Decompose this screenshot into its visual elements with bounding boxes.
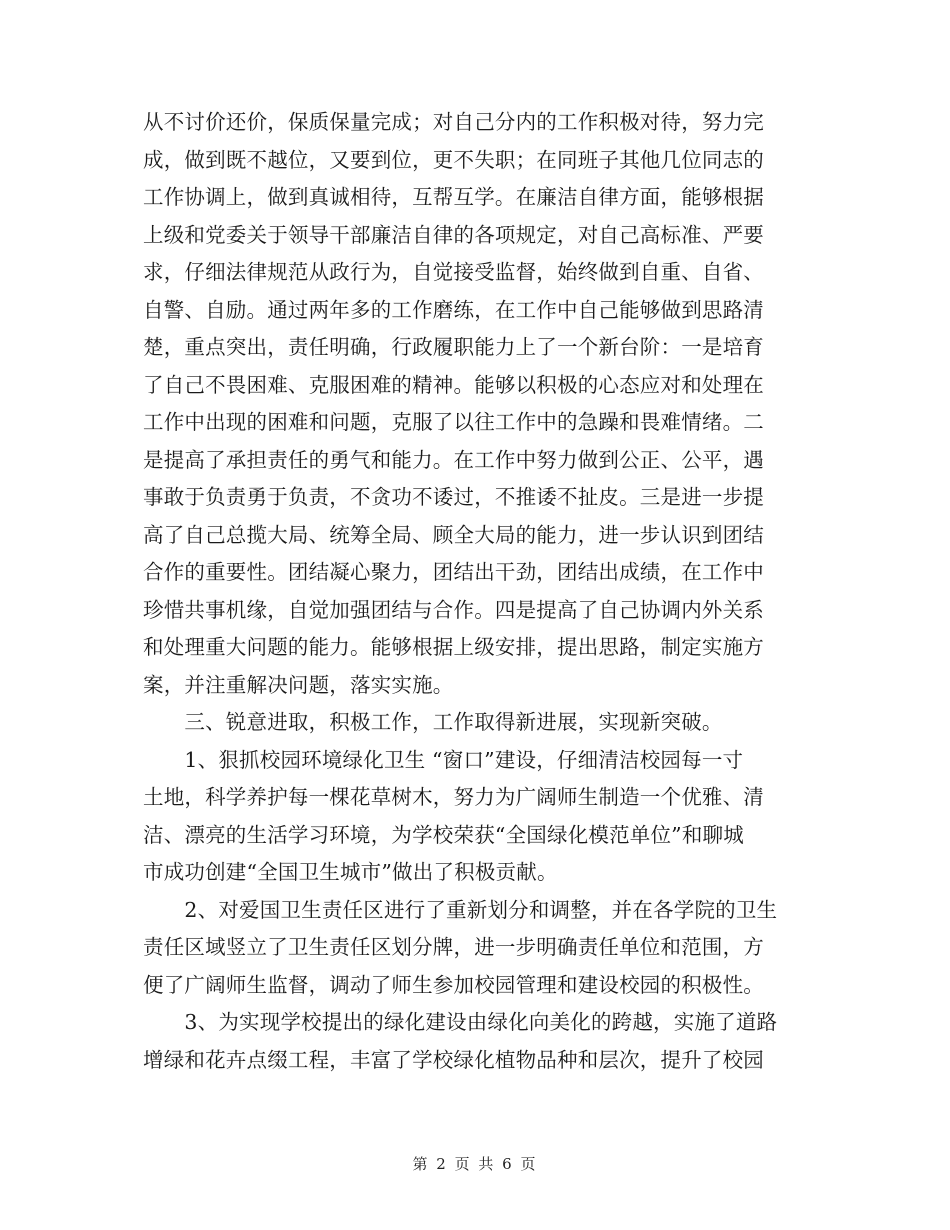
text-line: 便了广阔师生监督，调动了师生参加校园管理和建设校园的积极性。 — [143, 972, 764, 997]
text-line: 案，并注重解决问题，落实实施。 — [143, 672, 454, 697]
text-line: 上级和党委关于领导干部廉洁自律的各项规定，对自己高标准、严要 — [143, 222, 764, 247]
section-heading: 三、锐意进取，积极工作，工作取得新进展，实现新突破。 — [143, 710, 723, 734]
document-body — [143, 104, 813, 1079]
text-line: 事敢于负责勇于负责，不贪功不诿过，不推诿不扯皮。三是进一步提 — [143, 485, 764, 509]
text-line: 高了自己总揽大局、统筹全局、顾全大局的能力，进一步认识到团结 — [143, 522, 764, 547]
text-line: 工作协调上，做到真诚相待，互帮互学。在廉洁自律方面，能够根据 — [143, 185, 764, 209]
text-line: 责任区域竖立了卫生责任区划分牌，进一步明确责任单位和范围，方 — [143, 935, 764, 959]
text-line: 了自己不畏困难、克服困难的精神。能够以积极的心态应对和处理在 — [143, 372, 764, 397]
text-line: 洁、漂亮的生活学习环境，为学校荣获“全国绿化模范单位”和聊城 — [143, 822, 744, 847]
text-line: 成，做到既不越位，又要到位，更不失职；在同班子其他几位同志的 — [143, 147, 764, 172]
text-line: 合作的重要性。团结凝心聚力，团结出干劲，团结出成绩，在工作中 — [143, 560, 764, 584]
text-line: 是提高了承担责任的勇气和能力。在工作中努力做到公正、公平，遇 — [143, 447, 764, 472]
text-line: 求，仔细法律规范从政行为，自觉接受监督，始终做到自重、自省、 — [143, 260, 764, 284]
text-line: 市成功创建“全国卫生城市”做出了积极贡献。 — [143, 860, 558, 884]
text-line: 增绿和花卉点缀工程，丰富了学校绿化植物品种和层次，提升了校园 — [143, 1047, 764, 1072]
text-line: 3、为实现学校提出的绿化建设由绿化向美化的跨越，实施了道路 — [143, 1010, 778, 1034]
text-line: 2、对爱国卫生责任区进行了重新划分和调整，并在各学院的卫生 — [143, 897, 778, 922]
text-line: 土地，科学养护每一棵花草树木，努力为广阔师生制造一个优雅、清 — [143, 785, 764, 809]
text-line: 自警、自励。通过两年多的工作磨练，在工作中自己能够做到思路清 — [143, 297, 764, 322]
text-line: 珍惜共事机缘，自觉加强团结与合作。四是提高了自己协调内外关系 — [143, 597, 764, 622]
text-line: 从不讨价还价，保质保量完成；对自己分内的工作积极对待，努力完 — [143, 110, 764, 134]
text-line: 楚，重点突出，责任明确，行政履职能力上了一个新台阶：一是培育 — [143, 335, 764, 359]
page-number-footer: 第 2 页 共 6 页 — [412, 1155, 538, 1173]
text-line: 1、狠抓校园环境绿化卫生 “窗口”建设，仔细清洁校园每一寸 — [143, 747, 744, 772]
text-line: 和处理重大问题的能力。能够根据上级安排，提出思路，制定实施方 — [143, 635, 764, 659]
text-line: 工作中出现的困难和问题，克服了以往工作中的急躁和畏难情绪。二 — [143, 410, 764, 434]
